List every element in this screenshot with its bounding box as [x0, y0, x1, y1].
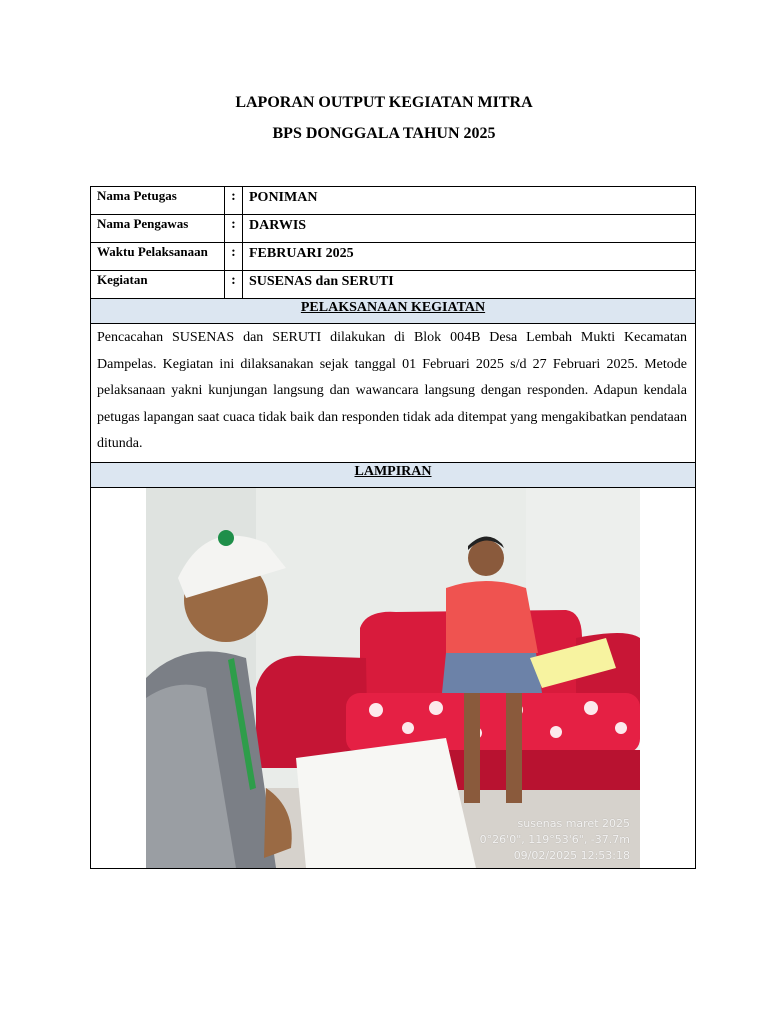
colon: : [225, 271, 243, 299]
info-row-kegiatan [91, 271, 696, 299]
photo-stamp-coordinates: 0°26'0", 119°53'6", -37.7m [479, 832, 630, 846]
label-nama-pengawas: Nama Pengawas [91, 215, 225, 243]
section-heading-lampiran: LAMPIRAN [91, 462, 696, 487]
photo-stamp-timestamp: 09/02/2025 12:53:18 [513, 848, 630, 862]
photo-illustration [146, 488, 640, 868]
colon: : [225, 187, 243, 215]
label-kegiatan: Kegiatan [91, 271, 225, 299]
info-row-waktu [91, 243, 696, 271]
section-heading-pelaksanaan: PELAKSANAAN KEGIATAN [91, 299, 696, 324]
label-waktu-pelaksanaan: Waktu Pelaksanaan [91, 243, 225, 271]
lampiran-photo-cell [91, 487, 696, 868]
value-nama-pengawas: DARWIS [243, 215, 696, 243]
info-row-pengawas [91, 215, 696, 243]
colon: : [225, 243, 243, 271]
value-nama-petugas: PONIMAN [243, 187, 696, 215]
info-row-petugas [91, 187, 696, 215]
pelaksanaan-description: Pencacahan SUSENAS dan SERUTI dilakukan di Blok 004B Desa Lembah Mukti Kecamatan Dampelas. Kegiatan ini dilaksanakan sejak tanggal 01 Februari 2025 s/d 27 Februari 2025. Metode pelaksanaan yakni kunjungan langsung dan wawancara langsung dengan responden. Adapun kendala petugas lapangan saat cuaca tidak baik dan responden tidak ada ditempat yang mengakibatkan pendataan ditunda. [91, 324, 696, 463]
field-visit-photo [146, 488, 640, 868]
colon: : [225, 215, 243, 243]
report-title: LAPORAN OUTPUT KEGIATAN MITRA [235, 94, 533, 111]
value-kegiatan: SUSENAS dan SERUTI [243, 271, 696, 299]
report-table [90, 186, 696, 869]
photo-stamp-caption: susenas maret 2025 [517, 816, 630, 830]
report-subtitle: BPS DONGGALA TAHUN 2025 [272, 125, 496, 142]
value-waktu-pelaksanaan: FEBRUARI 2025 [243, 243, 696, 271]
label-nama-petugas: Nama Petugas [91, 187, 225, 215]
